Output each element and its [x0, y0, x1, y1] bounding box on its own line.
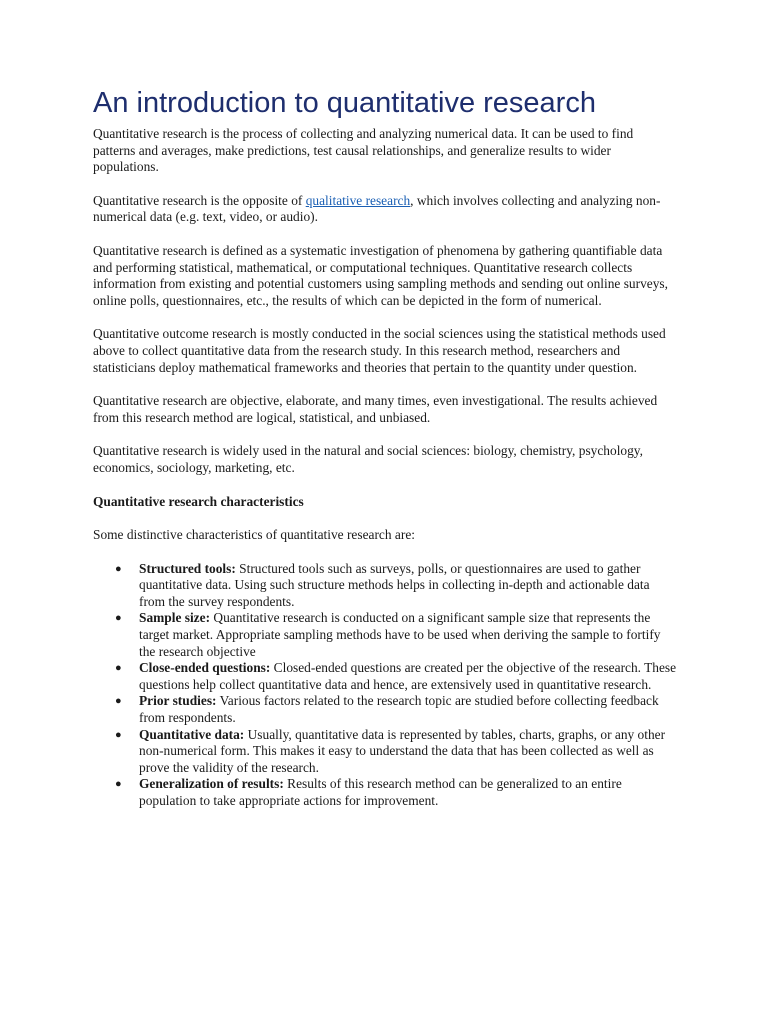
definition-paragraph: Quantitative research is defined as a systematic investigation of phenomena by gathering quantifiable data and performing statistical, mathematical, or computational techniques. Quantitative research collects information from existing and potential customers using sampling methods and sending out online surveys, online polls, questionnaires, etc., the results of which can be depicted in the form of numerical. — [93, 242, 668, 308]
bullet-icon: ● — [115, 778, 122, 791]
list-item-text: Usually, quantitative data is represented by tables, charts, graphs, or any other non-numerical form. This makes it easy to understand the data that has been collected as well as prove the validity of the research. — [139, 726, 666, 775]
usage-paragraph: Quantitative research is widely used in the natural and social sciences: biology, chemistry, psychology, economics, sociology, marketing, etc. — [93, 443, 643, 475]
bullet-icon: ● — [115, 562, 122, 575]
list-item-text: Closed-ended questions are created per the objective of the research. These questions help collect quantitative data and hence, are extensively used in quantitative research. — [139, 660, 677, 692]
bullet-icon: ● — [115, 662, 122, 675]
bullet-icon: ● — [115, 695, 122, 708]
qualitative-research-link[interactable]: qualitative research — [305, 192, 411, 208]
opposite-paragraph — [93, 193, 678, 226]
section-intro: Some distinctive characteristics of quantitative research are: — [93, 527, 415, 543]
bullet-icon: ● — [115, 728, 122, 741]
list-item-text: Results of this research method can be generalized to an entire population to take appropriate actions for improvement. — [139, 776, 622, 808]
opposite-text-after: , which involves collecting and analyzing non-numerical data (e.g. text, video, or audio). — [93, 192, 661, 225]
list-item — [115, 693, 678, 726]
list-item-term: Quantitative data: — [139, 726, 245, 742]
objective-paragraph: Quantitative research are objective, elaborate, and many times, even investigational. The results achieved from this research method are logical, statistical, and unbiased. — [93, 393, 658, 425]
list-item — [115, 660, 678, 693]
list-item-term: Sample size: — [139, 610, 211, 626]
page-title: An introduction to quantitative research — [93, 87, 596, 119]
list-item — [115, 610, 678, 660]
list-item-term: Structured tools: — [139, 560, 236, 576]
intro-paragraph: Quantitative research is the process of collecting and analyzing numerical data. It can be used to find patterns and averages, make predictions, test causal relationships, and generalize results to wider populations. — [93, 126, 634, 175]
list-item-text: Structured tools such as surveys, polls, or questionnaires are used to gather quantitative data. Using such structure methods helps in collecting in-depth and actionable data from the survey respondents. — [139, 560, 650, 609]
list-item-term: Generalization of results: — [139, 776, 284, 792]
bullet-icon: ● — [115, 612, 122, 625]
list-item — [115, 560, 678, 611]
list-item — [115, 776, 678, 809]
characteristics-list — [93, 561, 678, 810]
outcome-paragraph: Quantitative outcome research is mostly conducted in the social sciences using the statistical methods used above to collect quantitative data from the research study. In this research method, researchers and statisticians deploy mathematical frameworks and theories that pertain to the quantity under question. — [93, 326, 666, 375]
list-item-term: Prior studies: — [139, 693, 217, 709]
list-item — [115, 726, 678, 777]
list-item-text: Quantitative research is conducted on a significant sample size that represents the target market. Appropriate sampling methods have to be used when deriving the sample to fortify the research objective — [139, 610, 661, 659]
section-heading: Quantitative research characteristics — [93, 493, 304, 509]
list-item-text: Various factors related to the research topic are studied before collecting feedback from respondents. — [139, 693, 659, 726]
list-item-term: Close-ended questions: — [139, 660, 271, 676]
opposite-text-before: Quantitative research is the opposite of — [93, 192, 306, 208]
